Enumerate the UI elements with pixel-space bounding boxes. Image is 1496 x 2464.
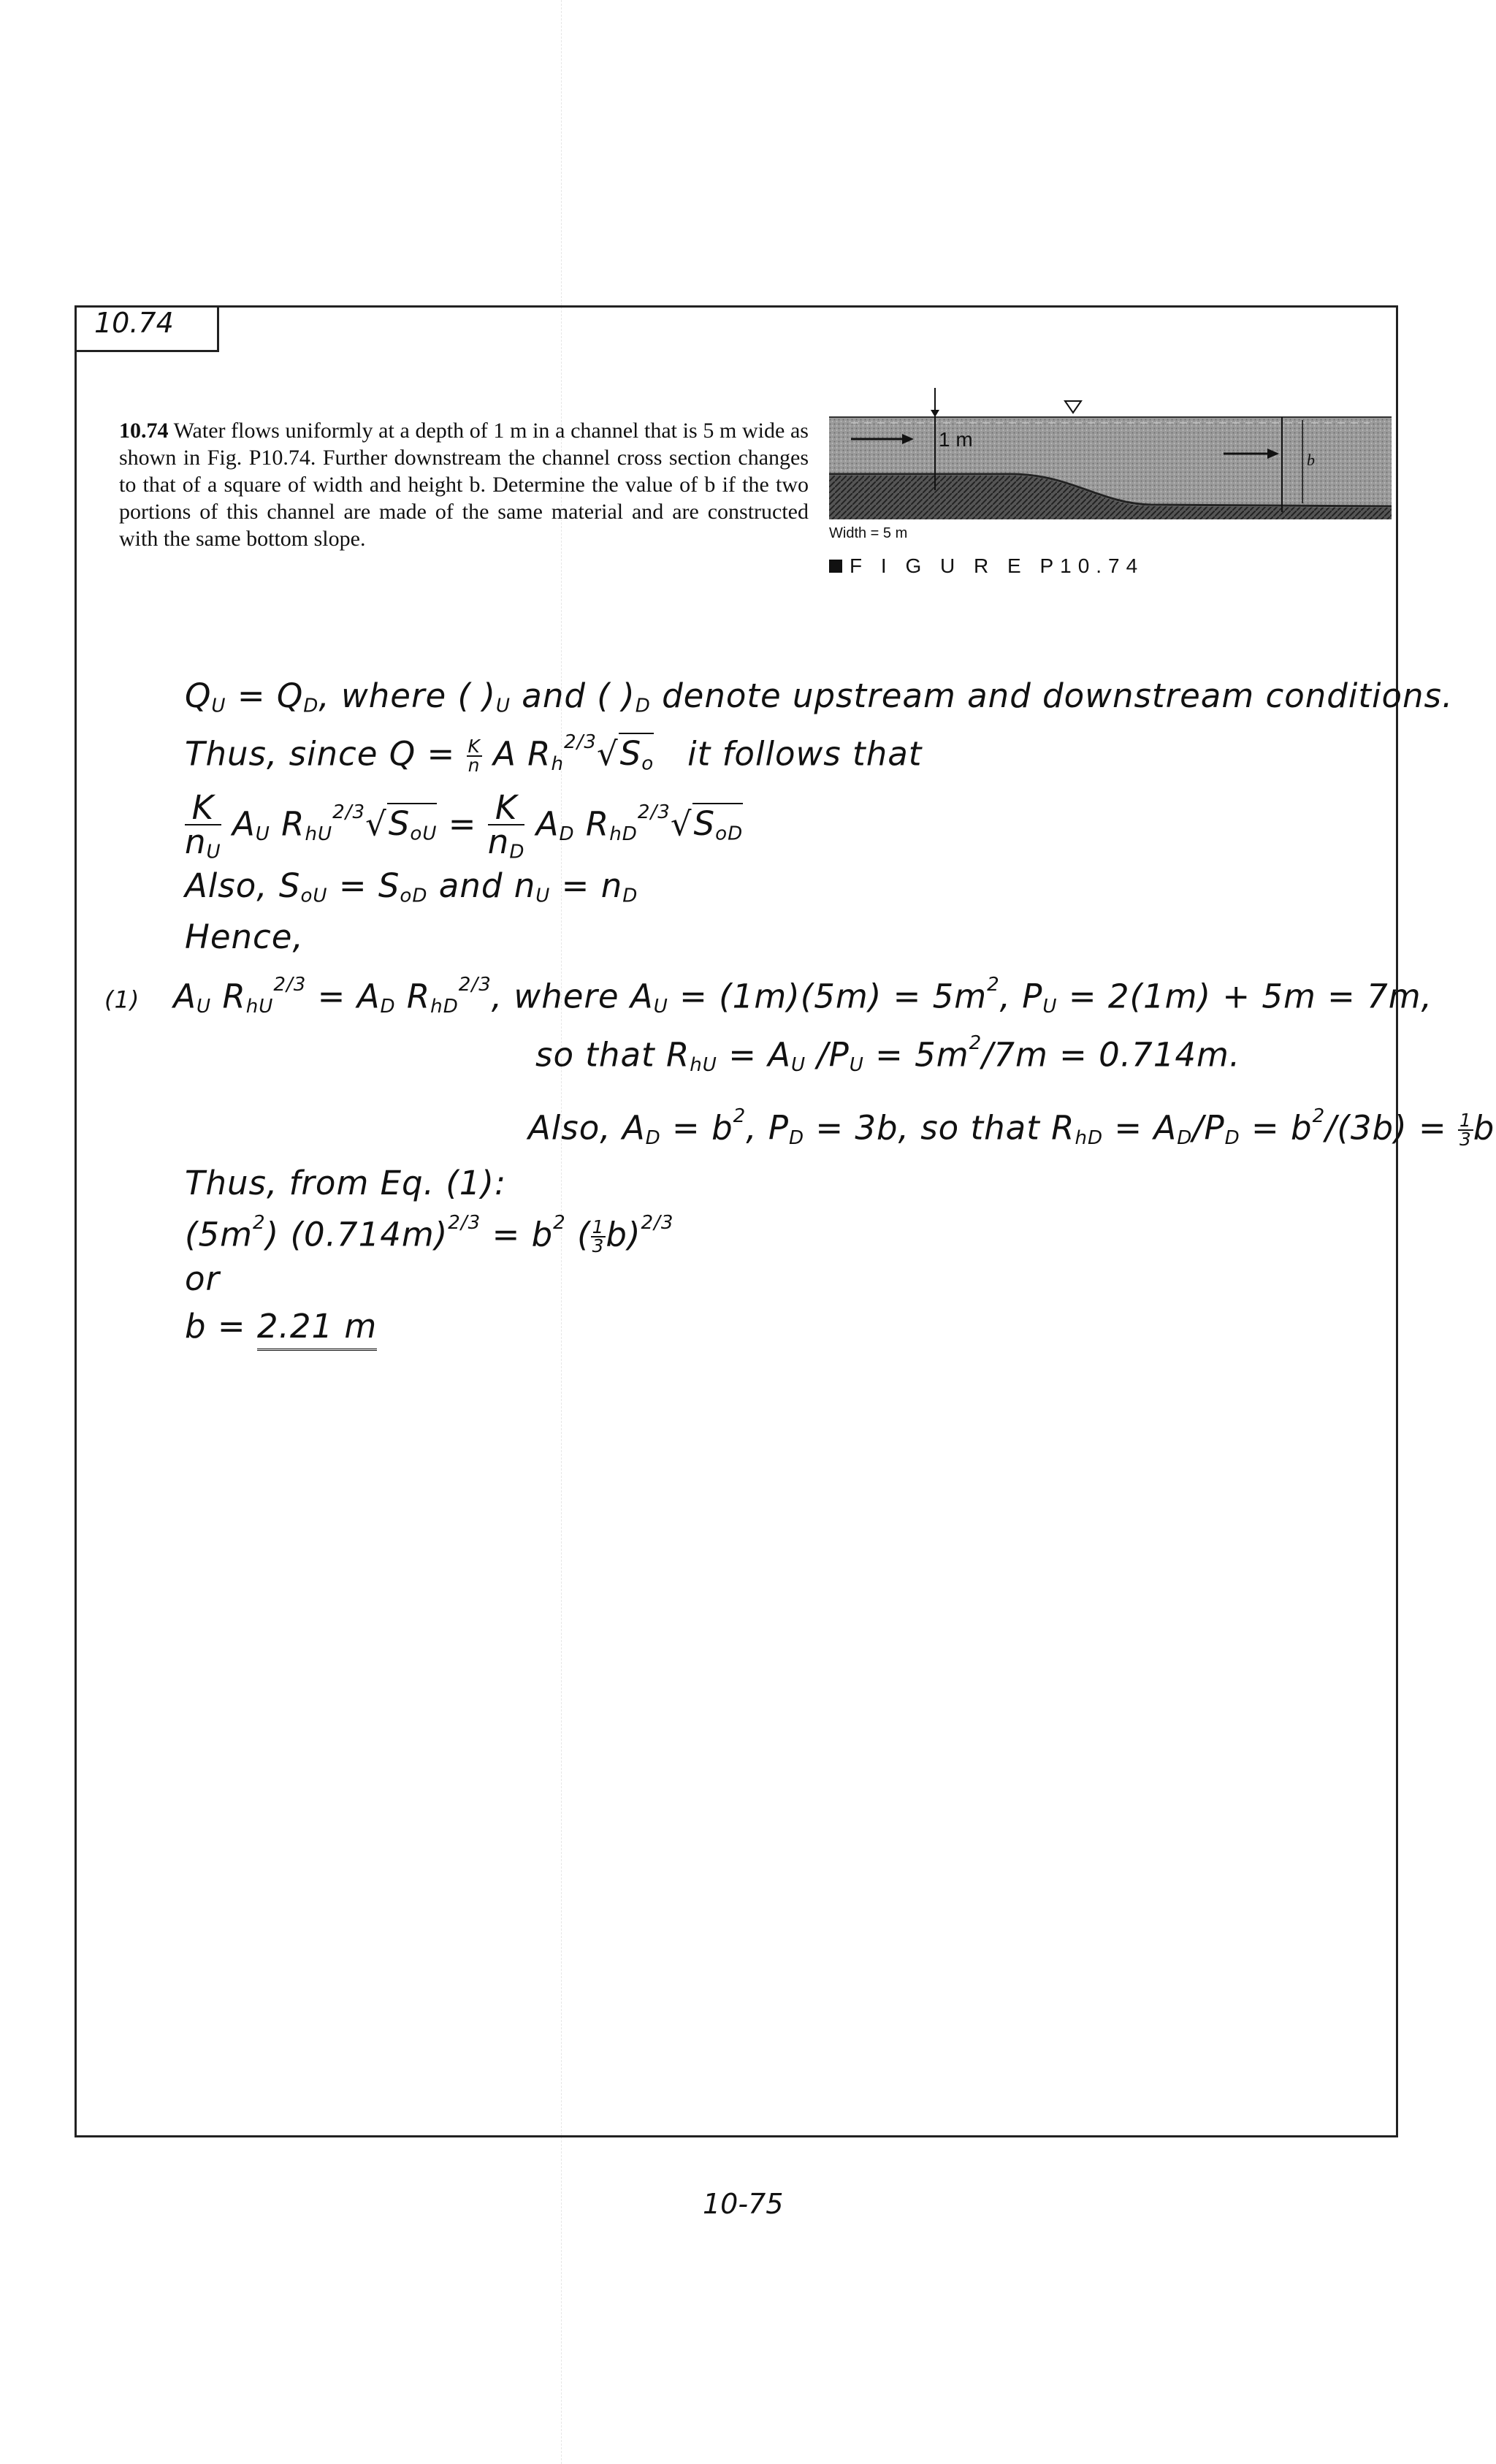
figure-p10-74 — [829, 388, 1392, 577]
solution-line-3: $\frac{K}{n_U}$ $A_U$ $R_{hU}^{2/3}√S_{oU}$ = $\frac{K}{n_D}$ $A_D$ $R_{hD}^{2/3}√S_{oD}$ — [185, 788, 744, 863]
height-label: b — [1307, 451, 1315, 469]
solution-line-5: Hence, — [185, 918, 304, 956]
section-arrow-icon — [931, 410, 939, 417]
channel-diagram — [829, 388, 1392, 519]
problem-number-box — [75, 305, 219, 352]
problem-number: 10.74 — [119, 419, 169, 443]
figure-width-label: Width = 5 m — [829, 525, 908, 541]
water-level-triangle-icon — [1065, 401, 1081, 413]
page-number: 10-75 — [703, 2188, 784, 2220]
solution-line-4: Also, $S_{oU} = S_{oD}$ and $n_U = n_D$ — [185, 866, 638, 907]
solution-line-9: Thus, from Eq. (1): — [185, 1164, 507, 1202]
solution-line-7: so that $R_{hU} = A_U$ $/P_U = 5m^2/7m = 0.714m$. — [535, 1032, 1241, 1076]
solution-frame — [75, 305, 1495, 2137]
figure-caption-text: F I G U R E P10.74 — [850, 554, 1145, 577]
solution-line-8: Also, $A_D = b^2$, $P_D = 3b$, so that $R_{hD} = A_D/P_D = b^2/(3b)$ = $\frac{1}{3}$ b — [528, 1105, 1495, 1151]
solution-answer-line: b = 2.21 m — [185, 1307, 377, 1346]
equation-number: (1) — [104, 985, 140, 1014]
problem-text: Water flows uniformly at a depth of 1 m in a channel that is 5 m wide as shown in Fig. P10.74. Further downstream the channel cross section changes to that of a square of width and height b. Determine the value of b if the two portions of this channel are made of the same material and are constructed with the same bottom slope. — [119, 419, 809, 551]
solution-line-6: (1) $A_U$ $R_{hU}^{2/3} = A_D$ $R_{hD}^{2/3}$, where $A_U = (1m)(5m) = 5m^2$, $P_U = 2(1m) + 5m = 7m$, — [104, 974, 1432, 1018]
solution-line-10: $(5m^2) (0.714m)^{2/3} = b^2$ ( $\frac{1}{3}$ b)$^{2/3}$ — [185, 1212, 674, 1257]
depth-label: 1 m — [939, 428, 973, 451]
final-answer: 2.21 m — [257, 1307, 377, 1351]
solution-line-11: or — [185, 1259, 221, 1298]
problem-number-label: 10.74 — [94, 307, 174, 339]
solution-line-2: Thus, since Q = $\frac{K}{n}$ A $R_h^{2/3}√S_o$ it follows that — [185, 731, 923, 777]
caption-square-icon — [829, 560, 842, 573]
figure-caption — [829, 554, 1144, 578]
solution-line-1: $Q_U = Q_D$, where ( )$_U$ and ( )$_D$ denote upstream and downstream conditions. — [185, 676, 1454, 717]
problem-statement — [119, 417, 809, 552]
